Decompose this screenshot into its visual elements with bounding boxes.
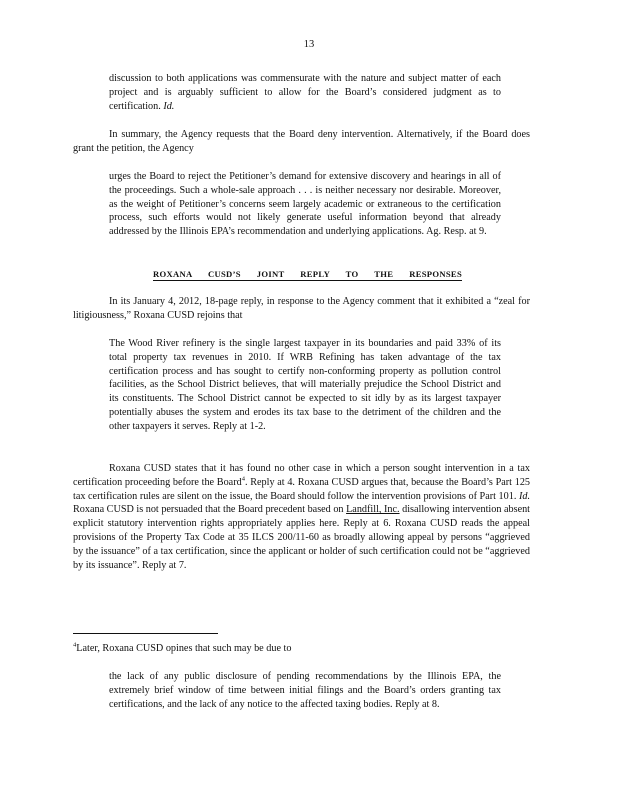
block-quote-1 [109,72,501,113]
paragraph-summary-text: In summary, the Agency requests that the Board deny intervention. Alternatively, if the Board does grant the petition, the Agency [73,129,530,154]
footnote-intro: Later, Roxana CUSD opines that such may be due to [76,643,292,654]
block-quote-2 [109,170,501,239]
block-quote-1-cite: Id. [163,100,175,112]
section-heading: ROXANA CUSD’S JOINT REPLY TO THE RESPONSES [153,269,463,279]
page-number: 13 [303,39,315,50]
footnote-quote [109,670,501,711]
case-name: Landfill, Inc. [346,504,400,516]
paragraph-reply-intro [73,295,530,323]
footnote-quote-text: the lack of any public disclosure of pending recommendations by the Illinois EPA, the extremely brief window of time between initial filings and the Board’s orders granting tax certifications, and the lack of any notice to the affected taxing bodies. Reply at 8. [109,671,501,710]
footnote-divider [73,633,218,634]
block-quote-3-text: The Wood River refinery is the single largest taxpayer in its boundaries and paid 33% of its total property tax revenues in 2010. If WRB Refining has taken advantage of the tax certification process and has sought to certify non-conforming property as pollution control facilities, as the School District believes, that will materially prejudice the School District and its constituents. The School District cannot be expected to sit idly by as its largest taxpayer potentially abuses the system and erodes its tax base to the detriment of the children and the other taxpayers it serves. Reply at 1-2. [109,338,501,432]
paragraph-roxana-arguments: Roxana CUSD states that it has found no other case in which a person sought intervention in a tax certification proceeding before the Board$^4$. Reply at 4. Roxana CUSD argues that, because the Board’s Part 125 tax certification rules are silent on the issue, the Board should follow the intervention provisions of Part 101. Id. Roxana CUSD is not persuaded that the Board precedent based on Landfill, Inc. disallowing intervention absent explicit statutory intervention rights appropriately applies here. Reply at 6. Roxana CUSD reads the appeal provisions of the Property Tax Code at 35 ILCS 200/11-60 as broadly allowing appeal by persons “aggrieved by the issuance” of a tax certification, since the applicant or holder of such certification could not be “aggrieved by its issuance”. Reply at 7. [73,463,531,571]
footnote-marker: 4 [73,641,77,649]
paragraph-summary [73,128,530,156]
footnote [73,642,530,656]
footnote-reference[interactable]: 4 [241,475,245,483]
paragraph-reply-intro-text: In its January 4, 2012, 18-page reply, in response to the Agency comment that it exhibited a “zeal for litigiousness,” Roxana CUSD rejoins that [73,296,530,321]
block-quote-1-text: discussion to both applications was commensurate with the nature and subject matter of each project and is arguably sufficient to allow for the Board’s considered judgment as to certification. [109,73,501,112]
block-quote-2-text: urges the Board to reject the Petitioner’s demand for extensive discovery and hearings in all of the proceedings. Such a whole-sale approach . . . is neither necessary nor desirable. Moreover, as the weight of Petitioner’s concerns seem largely academic or extraneous to the certification process, such efforts would not likely generate useful information beyond that already addressed by the Illinois EPA’s recommendation and underlying applications. Ag. Resp. at 9. [109,171,501,238]
block-quote-3 [109,337,501,434]
citation-id: Id. [518,490,531,502]
